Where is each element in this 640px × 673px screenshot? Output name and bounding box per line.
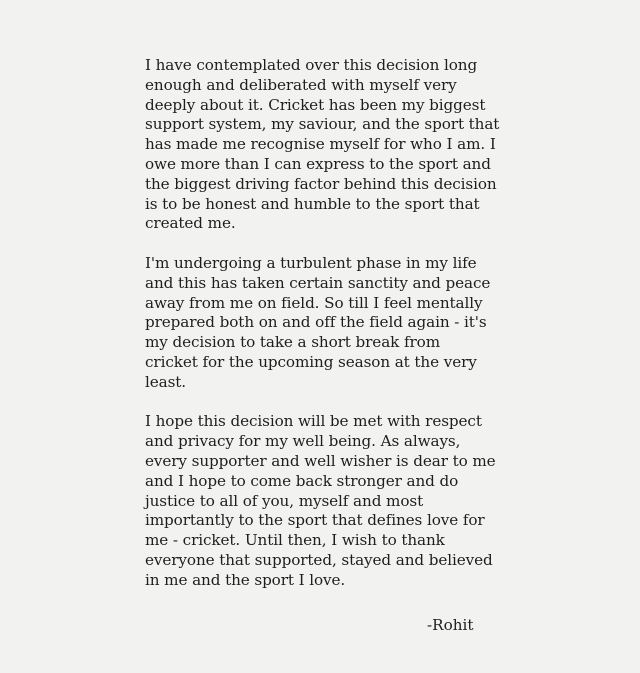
paragraph-line: away from me on field. So till I feel mentally [145,293,483,312]
paragraph-line: everyone that supported, stayed and believed [145,550,493,569]
paragraph-line: me - cricket. Until then, I wish to thank [145,531,445,550]
paragraph-line: deeply about it. Cricket has been my biggest [145,95,486,114]
letter-body [145,56,505,591]
paragraph-line: the biggest driving factor behind this decision [145,174,497,193]
paragraph-line: is to be honest and humble to the sport that [145,194,480,213]
letter-paragraph-2 [145,254,505,393]
paragraph-line: justice to all of you, myself and most [145,491,424,510]
paragraph-line: I'm undergoing a turbulent phase in my life [145,253,477,272]
paragraph-line: support system, my saviour, and the sport that [145,115,500,134]
paragraph-line: and I hope to come back stronger and do [145,471,459,490]
paragraph-line: in me and the sport I love. [145,570,346,589]
paragraph-line: created me. [145,214,236,233]
paragraph-line: my decision to take a short break from [145,333,441,352]
paragraph-line: I hope this decision will be met with respect [145,412,482,431]
paragraph-line: prepared both on and off the field again - it's [145,313,487,332]
paragraph-line: and privacy for my well being. As always, [145,432,461,451]
paragraph-line: enough and deliberated with myself very [145,75,457,94]
signature: -Rohit [427,616,474,634]
paragraph-line: importantly to the sport that defines love for [145,511,485,530]
paragraph-line: and this has taken certain sanctity and peace [145,273,491,292]
letter-paragraph-3 [145,412,505,590]
paragraph-line: I have contemplated over this decision long [145,56,478,74]
paragraph-line: least. [145,372,187,391]
paragraph-line: every supporter and well wisher is dear to me [145,451,496,470]
paragraph-line: has made me recognise myself for who I am. I [145,135,496,154]
paragraph-line: owe more than I can express to the sport and [145,154,491,173]
paragraph-line: cricket for the upcoming season at the very [145,352,477,371]
letter-paragraph-1 [145,56,505,234]
